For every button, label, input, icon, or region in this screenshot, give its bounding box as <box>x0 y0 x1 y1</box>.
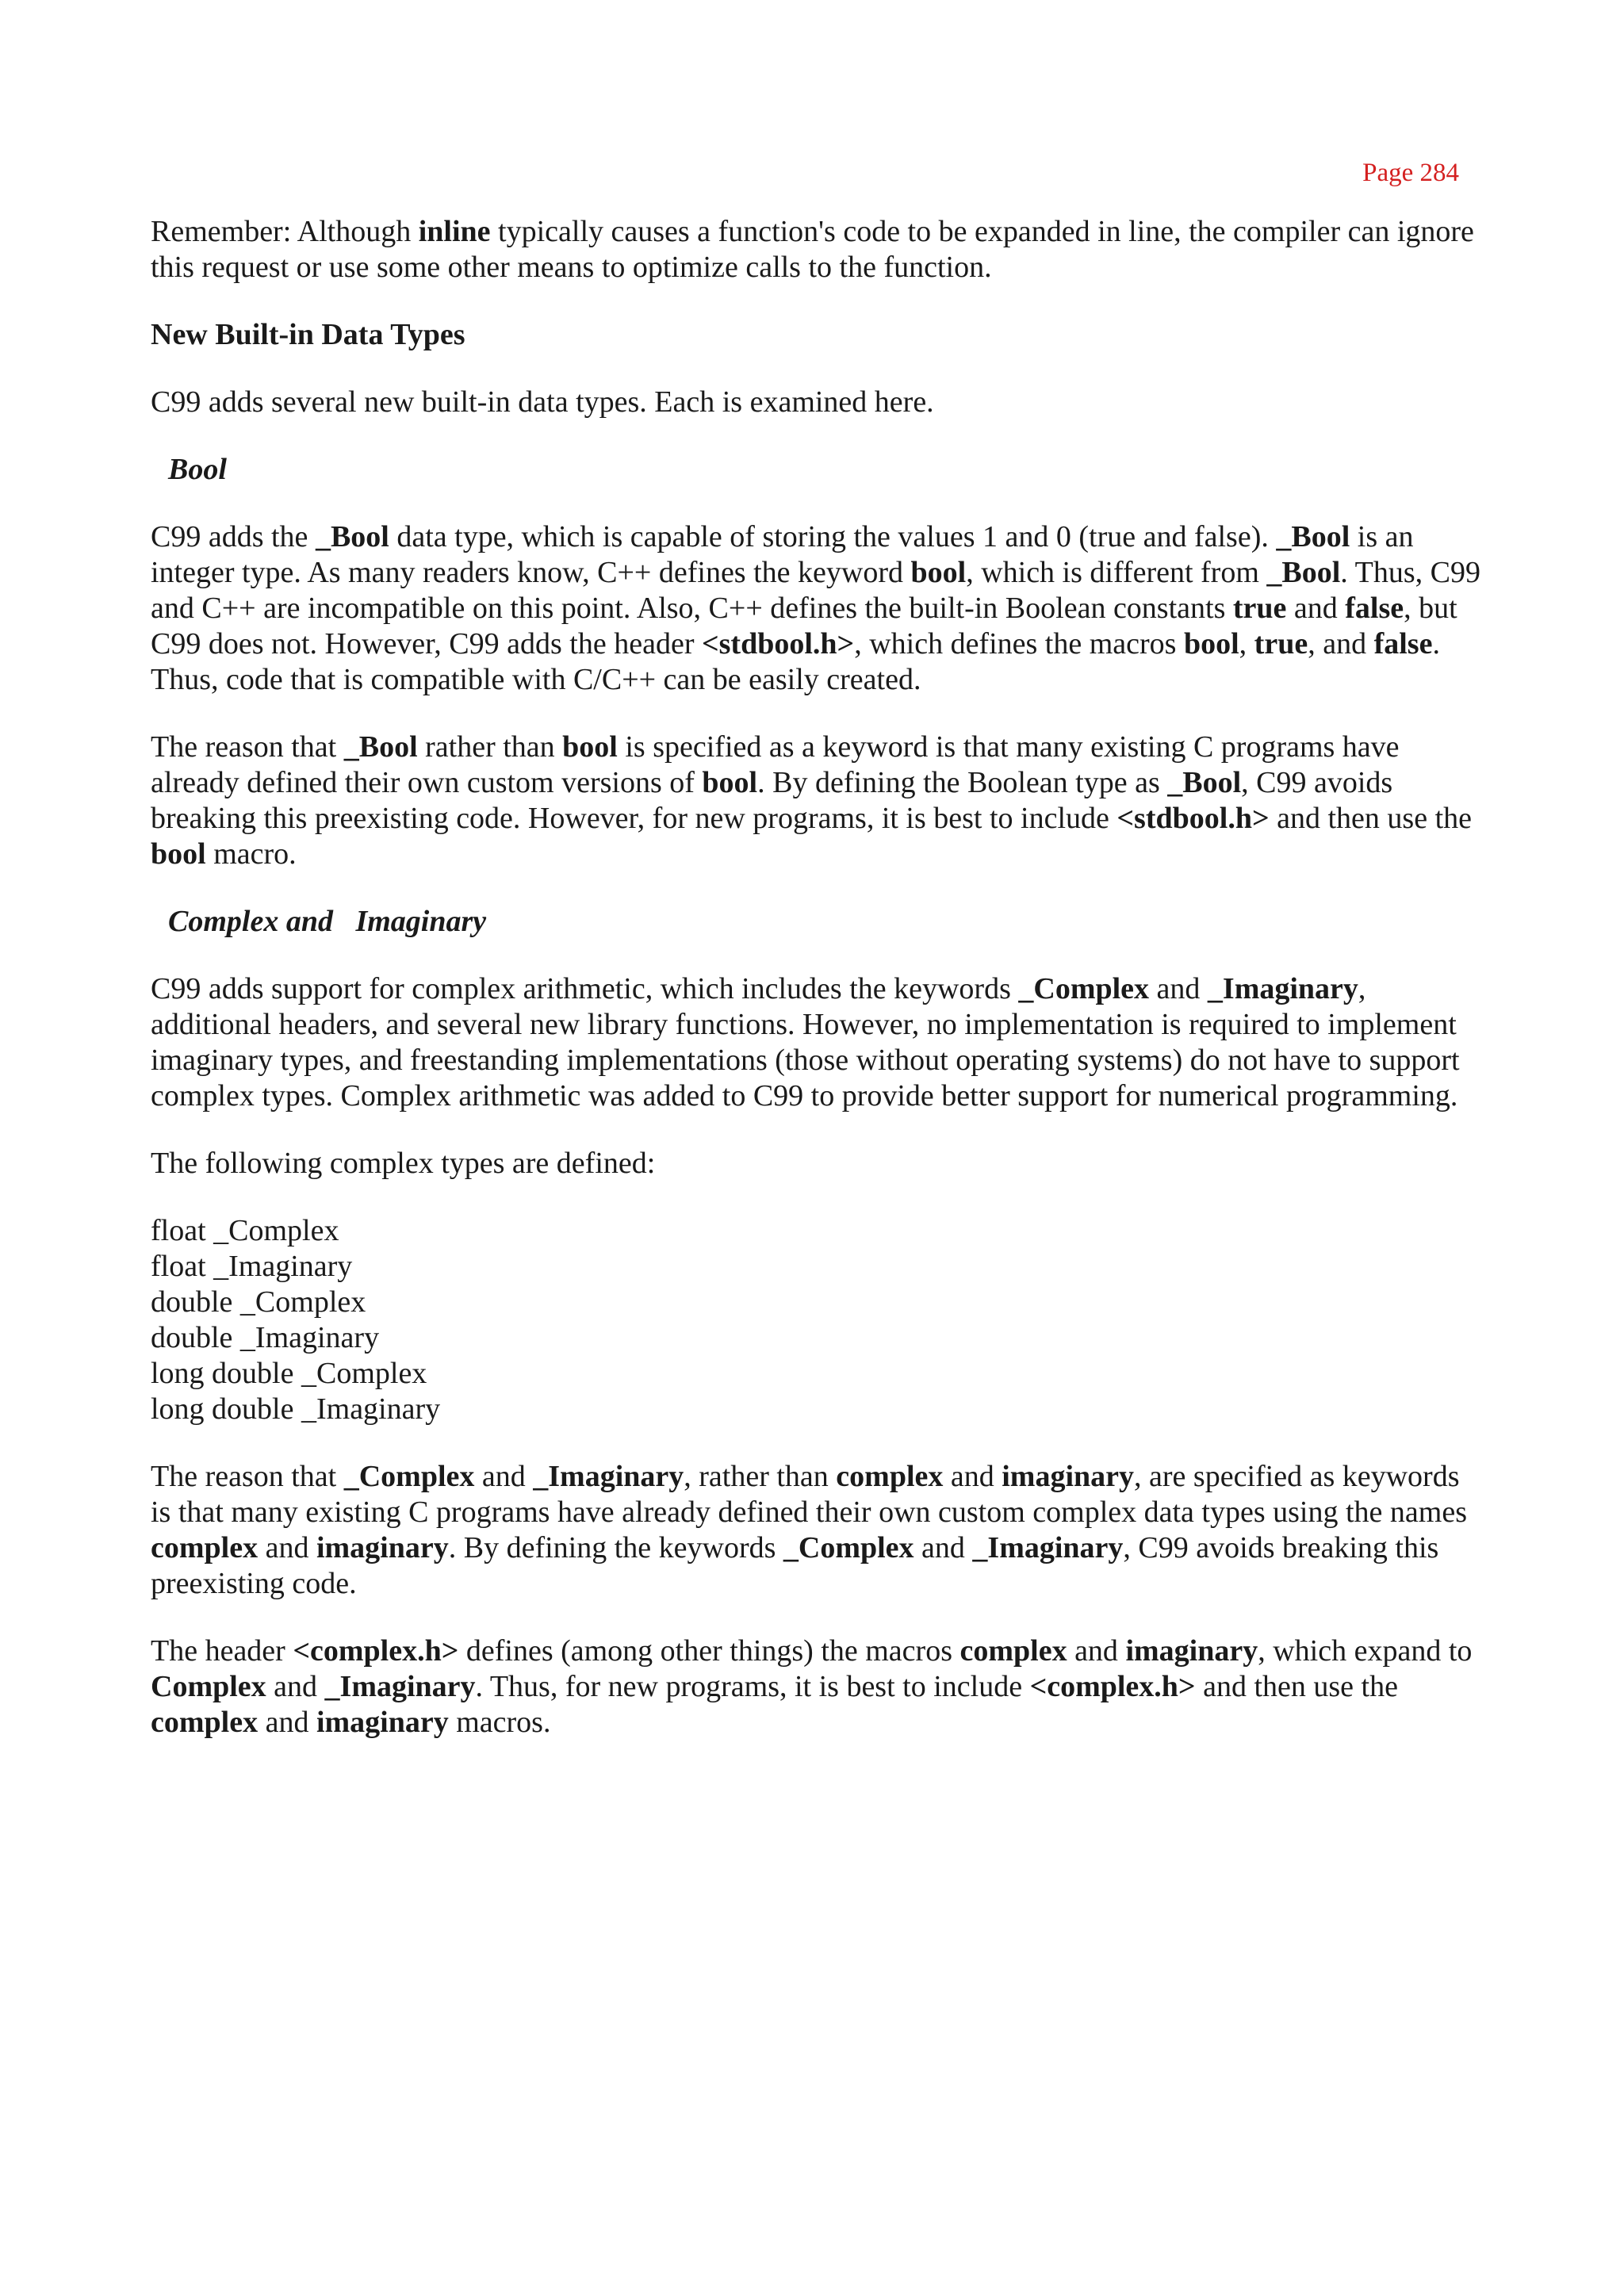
body-text: and <box>1149 972 1208 1005</box>
paragraph-complex-header <box>151 1633 1483 1741</box>
body-text: , and <box>1308 627 1374 661</box>
list-item: double _Complex <box>151 1285 366 1319</box>
body-text: . By defining the keywords <box>448 1531 783 1564</box>
body-text: , which is different from <box>966 556 1267 589</box>
body-text: macros. <box>448 1706 551 1739</box>
paragraph-intro <box>151 385 1483 420</box>
body-text: C99 adds support for complex arithmetic, which includes the keywords <box>151 972 1019 1005</box>
list-item: float _Imaginary <box>151 1250 353 1283</box>
page-number: Page 284 <box>1362 159 1459 187</box>
keyword-text: <complex.h> <box>293 1634 459 1668</box>
keyword-text: bool <box>1183 627 1239 661</box>
keyword-text: _Bool <box>1276 520 1350 553</box>
body-text: , are specified as keywords is that many existing C programs have already defined their own custom complex data types using the names <box>151 1460 1467 1529</box>
body-text: Remember: Although <box>151 215 419 248</box>
paragraph-bool-reason <box>151 730 1483 872</box>
body-text: . By defining the Boolean type as <box>757 766 1168 799</box>
page-content <box>151 214 1483 1772</box>
keyword-text: true <box>1232 592 1287 625</box>
keyword-text: true <box>1254 627 1308 661</box>
body-text: and then use the <box>1269 802 1472 835</box>
keyword-text: imaginary <box>1002 1460 1135 1493</box>
keyword-text: complex <box>151 1706 259 1739</box>
list-item: double _Imaginary <box>151 1321 380 1354</box>
body-text: and then use the <box>1195 1670 1398 1703</box>
body-text: and <box>1067 1634 1126 1668</box>
body-text: , C99 avoids breaking this preexisting code. <box>151 1531 1439 1600</box>
body-text: , which defines the macros <box>854 627 1184 661</box>
keyword-text: _Complex <box>1018 972 1150 1005</box>
body-text: and <box>258 1706 316 1739</box>
body-text: typically causes a function's code to be expanded in line, the compiler can ignore this request or use some other means to optimize calls to the function. <box>151 215 1474 284</box>
keyword-text: Complex <box>151 1670 266 1703</box>
keyword-text: _Bool <box>1266 556 1341 589</box>
keyword-text: imaginary <box>1125 1634 1258 1668</box>
body-text: , additional headers, and several new library functions. However, no implementation is required to implement imaginary types, and freestanding implementations (those without operating systems) do not have to support complex types. Complex arithmetic was added to C99 to provide better support for numerical programming. <box>151 972 1460 1113</box>
body-text: C99 adds several new built-in data types. Each is examined here. <box>151 385 934 419</box>
keyword-text: bool <box>151 837 206 871</box>
body-text: and <box>266 1670 325 1703</box>
body-text: defines (among other things) the macros <box>458 1634 960 1668</box>
list-item: long double _Complex <box>151 1357 427 1390</box>
body-text: , <box>1239 627 1254 661</box>
body-text: rather than <box>417 730 563 764</box>
complex-types-list <box>151 1213 1483 1427</box>
keyword-text: <stdbool.h> <box>1116 802 1270 835</box>
body-text: is specified as a keyword is that many existing C programs have already defined their own custom versions of <box>151 730 1400 799</box>
subheading-bool: Bool <box>168 453 227 486</box>
keyword-text: _Imaginary <box>324 1670 476 1703</box>
keyword-text: _Bool <box>343 730 418 764</box>
keyword-text: _Imaginary <box>533 1460 684 1493</box>
keyword-text: _Bool <box>1167 766 1242 799</box>
list-item: long double _Imaginary <box>151 1392 441 1426</box>
keyword-text: complex <box>959 1634 1067 1668</box>
body-text: and <box>258 1531 316 1564</box>
keyword-text: false <box>1373 627 1433 661</box>
keyword-text: _Bool <box>315 520 389 553</box>
subheading-complex: Complex and Imaginary <box>168 905 487 938</box>
body-text: and <box>474 1460 534 1493</box>
keyword-text: imaginary <box>316 1531 449 1564</box>
keyword-text: _Imaginary <box>972 1531 1124 1564</box>
keyword-text: _Complex <box>343 1460 475 1493</box>
body-text: data type, which is capable of storing the values 1 and 0 (true and false). <box>389 520 1277 553</box>
body-text: The reason that <box>151 730 344 764</box>
paragraph-bool-description <box>151 519 1483 698</box>
paragraph-complex-types-intro <box>151 1146 1483 1181</box>
keyword-text: complex <box>151 1531 259 1564</box>
keyword-text: bool <box>910 556 967 589</box>
keyword-text: imaginary <box>316 1706 449 1739</box>
section-heading: New Built-in Data Types <box>151 318 465 351</box>
keyword-text: inline <box>418 215 491 248</box>
keyword-text: <complex.h> <box>1029 1670 1196 1703</box>
keyword-text: bool <box>702 766 758 799</box>
body-text: The header <box>151 1634 293 1668</box>
keyword-text: <stdbool.h> <box>701 627 855 661</box>
body-text: . Thus, code that is compatible with C/C++ can be easily created. <box>151 627 1440 696</box>
body-text: and <box>943 1460 1002 1493</box>
keyword-text: bool <box>562 730 618 764</box>
keyword-text: false <box>1345 592 1404 625</box>
body-text: . Thus, for new programs, it is best to include <box>475 1670 1030 1703</box>
keyword-text: _Complex <box>783 1531 914 1564</box>
body-text: C99 adds the <box>151 520 316 553</box>
body-text: is an integer type. As many readers know, C++ defines the keyword <box>151 520 1414 589</box>
paragraph-inline-remember <box>151 214 1483 285</box>
list-item: float _Complex <box>151 1214 339 1247</box>
body-text: . Thus, C99 and C++ are incompatible on this point. Also, C++ defines the built-in Boolean constants <box>151 556 1480 625</box>
body-text: and <box>914 1531 973 1564</box>
body-text: , C99 avoids breaking this preexisting code. However, for new programs, it is best to include <box>151 766 1393 835</box>
body-text: The reason that <box>151 1460 344 1493</box>
keyword-text: complex <box>836 1460 944 1493</box>
body-text: macro. <box>205 837 297 871</box>
keyword-text: _Imaginary <box>1207 972 1358 1005</box>
paragraph-complex-support <box>151 971 1483 1114</box>
body-text: The following complex types are defined: <box>151 1147 656 1180</box>
body-text: and <box>1286 592 1346 625</box>
body-text: , but C99 does not. However, C99 adds the header <box>151 592 1457 661</box>
body-text: , rather than <box>684 1460 837 1493</box>
body-text: , which expand to <box>1258 1634 1473 1668</box>
paragraph-complex-reason <box>151 1459 1483 1602</box>
